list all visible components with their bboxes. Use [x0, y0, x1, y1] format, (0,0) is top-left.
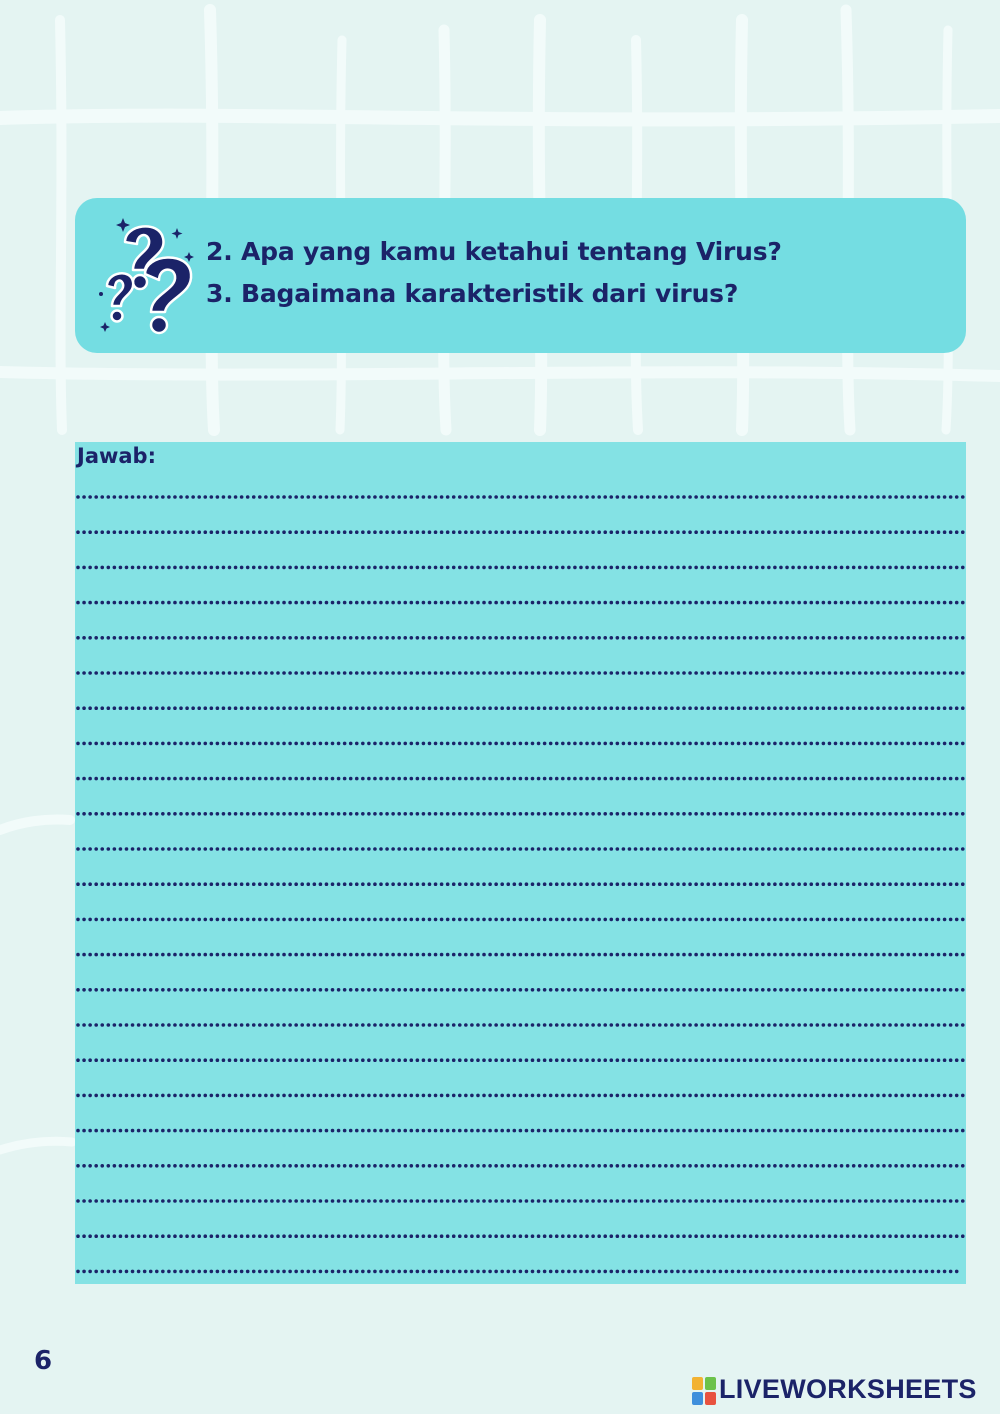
question-2: 2. Apa yang kamu ketahui tentang Virus? [206, 237, 782, 266]
answer-label: Jawab: [77, 444, 156, 468]
answer-box[interactable] [75, 442, 966, 1284]
page-number: 6 [34, 1346, 53, 1376]
question-3: 3. Bagaimana karakteristik dari virus? [206, 279, 739, 308]
brand-logo-icon [692, 1377, 716, 1405]
question-card [75, 198, 966, 353]
question-marks-icon [97, 214, 199, 336]
dotted-answer-lines [75, 442, 966, 1284]
brand-name: LIVEWORKSHEETS [719, 1374, 977, 1404]
